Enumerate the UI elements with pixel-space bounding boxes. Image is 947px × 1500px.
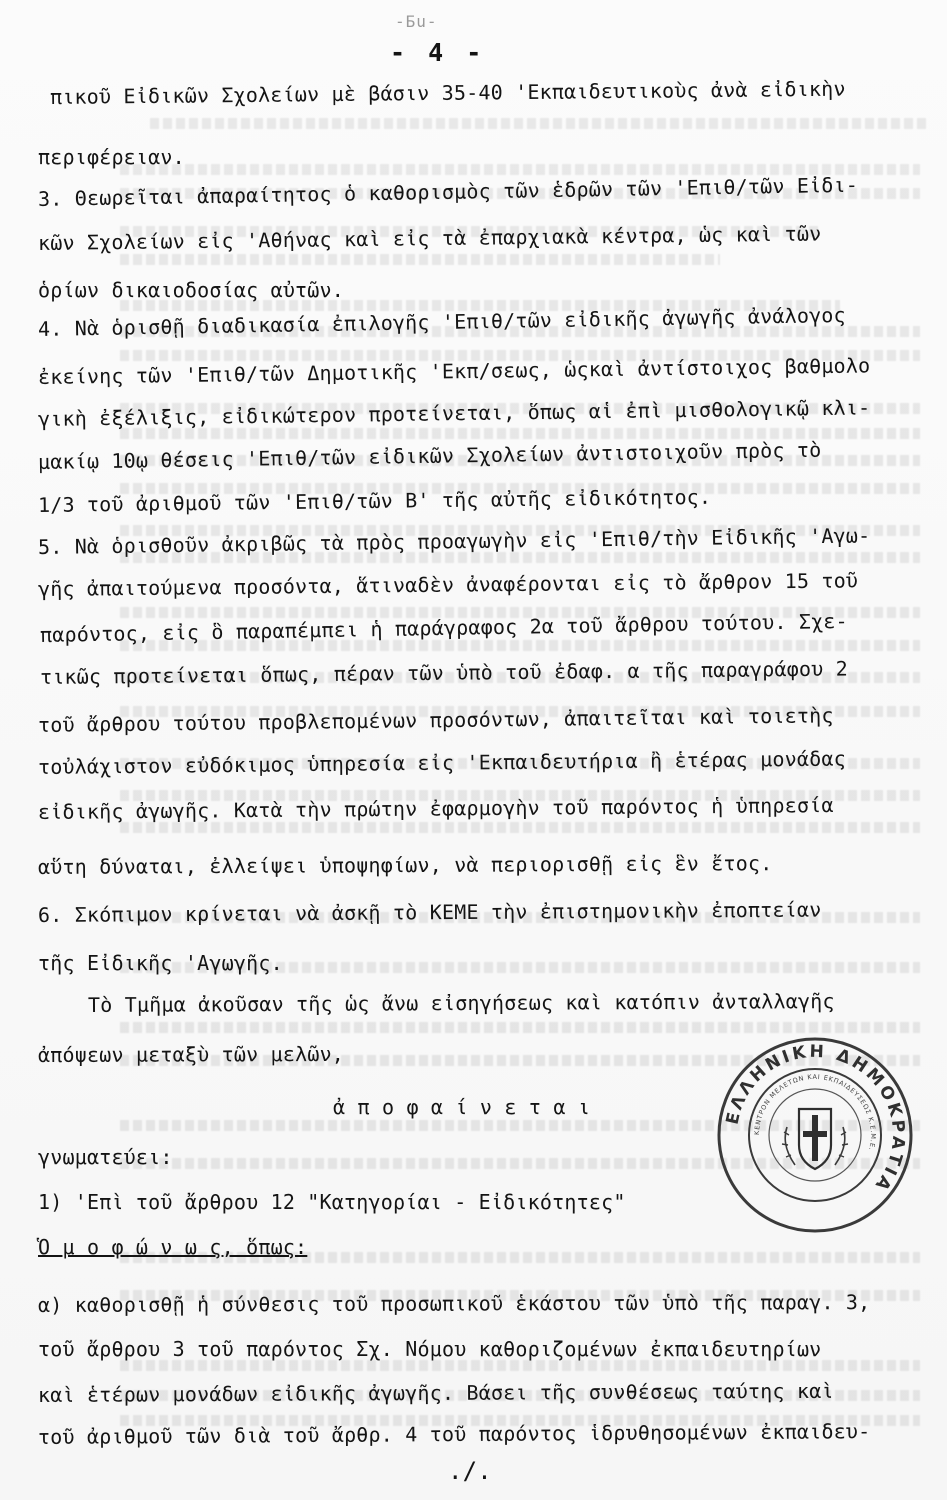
bleed-line [120, 1022, 920, 1033]
bleed-line [120, 254, 720, 265]
body-line: περιφέρειαν. [38, 145, 185, 169]
body-line: τῆς Εἰδικῆς 'Αγωγῆς. [38, 951, 283, 975]
body-line: Ὁ μ ο φ ώ ν ω ς, ὅπως: [38, 1235, 308, 1259]
body-line: καὶ ἑτέρων μονάδων εἰδικῆς ἀγωγῆς. Βάσει τῆς συνθέσεως ταύτης καὶ [37, 1378, 834, 1407]
body-line: κῶν Σχολείων εἰς 'Αθήνας καὶ εἰς τὰ ἐπαρχιακὰ κέντρα, ὡς καὶ τῶν [37, 221, 822, 255]
body-line: τοῦ ἀριθμοῦ τῶν διὰ τοῦ ἄρθρ. 4 τοῦ παρόντος ἱδρυθησομένων ἐκπαιδευ- [37, 1419, 871, 1449]
body-line: παρόντος, εἰς ὃ παραπέμπει ἡ παράγραφος 2α τοῦ ἄρθρου τούτου. Σχε- [39, 608, 849, 647]
seal-outer-text: ΕΛΛΗΝΙΚΗ ΔΗΜΟΚΡΑΤΙΑ [722, 1041, 909, 1197]
body-line: ἐκείνης τῶν 'Επιθ/τῶν Δημοτικῆς 'Εκπ/σεως, ὡςκαὶ ἀντίστοιχος βαθμολο [37, 353, 871, 389]
body-line: ἀπόψεων μεταξὺ τῶν μελῶν, [37, 1041, 345, 1067]
body-line: Τὸ Τμῆμα ἀκοῦσαν τῆς ὡς ἄνω εἰσηγήσεως καὶ κατόπιν ἀνταλλαγῆς [87, 989, 835, 1017]
bleed-line [120, 822, 920, 833]
body-line: πικοῦ Εἰδικῶν Σχολείων μὲ βάσιν 35-40 'Εκπαιδευτικοὺς ἀνὰ εἰδικὴν [49, 76, 846, 109]
bleed-line [120, 1360, 920, 1371]
body-line: αὕτη δύναται, ἐλλείψει ὑποψηφίων, νὰ περιορισθῇ εἰς ἓν ἔτος. [37, 851, 773, 879]
body-line: α) καθορισθῇ ἡ σύνθεσις τοῦ προσωπικοῦ ἑκάστου τῶν ὑπὸ τῆς παραγ. 3, [37, 1290, 871, 1317]
official-seal [715, 1035, 915, 1235]
body-line: 1/3 τοῦ ἀριθμοῦ τῶν 'Επιθ/τῶν Β' τῆς αὐτῆς εἰδικότητος. [37, 484, 712, 517]
body-line: 4. Νὰ ὁρισθῇ διαδικασία ἐπιλογῆς 'Επιθ/τῶν εἰδικῆς ἀγωγῆς ἀνάλογος [37, 302, 847, 341]
body-line: ἀ π ο φ α ί ν ε τ α ι [333, 1095, 591, 1119]
body-line: εἰδικῆς ἀγωγῆς. Κατὰ τὴν πρώτην ἐφαρμογὴν τοῦ παρόντος ἡ ὑπηρεσία [37, 793, 834, 824]
body-line: 3. Θεωρεῖται ἀπαραίτητος ὁ καθορισμὸς τῶν ἑδρῶν τῶν 'Επιθ/τῶν Εἰδι- [37, 172, 859, 211]
seal-inner-text: ΚΕΝΤΡΟΝ ΜΕΛΕΤΩΝ ΚΑΙ ΕΚΠΑΙΔΕΥΣΕΩΣ Κ.Ε.Μ.Ε. [752, 1072, 878, 1152]
body-line: τικῶς προτείνεται ὅπως, πέραν τῶν ὑπὸ τοῦ ἐδαφ. α τῆς παραγράφου 2 [39, 656, 849, 689]
body-line: ./. [448, 1457, 492, 1485]
body-line: 6. Σκόπιμον κρίνεται νὰ ἀσκῇ τὸ ΚΕΜΕ τὴν ἐπιστημονικὴν ἐποπτείαν [37, 897, 822, 927]
body-line: γνωματεύει: [38, 1145, 173, 1169]
coat-of-arms-icon [782, 1109, 848, 1169]
body-line: γῆς ἀπαιτούμενα προσόντα, ἅτιναδὲν ἀναφέρονται εἰς τὸ ἄρθρον 15 τοῦ [37, 568, 859, 601]
body-line: τοῦ ἄρθρου τούτου προβλεπομένων προσόντων, ἀπαιτεῖται καὶ τοιετὴς [37, 703, 834, 737]
body-line: τοὐλάχιστον εὐδόκιμος ὑπηρεσία εἰς 'Εκπαιδευτήρια ἢ ἑτέρας μονάδας [37, 746, 847, 779]
bleed-line [150, 118, 930, 129]
page-top-mark: -Бu- [395, 12, 438, 31]
page-number: - 4 - [390, 38, 486, 67]
seal-graphic [715, 1035, 915, 1235]
body-line: ὁρίων δικαιοδοσίας αὐτῶν. [38, 278, 345, 302]
body-line: 5. Νὰ ὁρισθοῦν ἀκριβῶς τὰ πρὸς προαγωγὴν εἰς 'Επιθ/τὴν Εἰδικῆς 'Αγω- [37, 523, 871, 559]
body-line: μακίῳ 10ῳ θέσεις 'Επιθ/τῶν εἰδικῶν Σχολείων ἀντιστοιχοῦν πρὸς τὸ [37, 437, 822, 474]
body-line: γικὴ ἐξέλιξις, εἰδικώτερον προτείνεται, ὅπως αἱ ἐπὶ μισθολογικῷ κλι- [37, 395, 871, 431]
body-line: 1) 'Επὶ τοῦ ἄρθρου 12 "Κατηγορίαι - Εἰδικότητες" [38, 1190, 626, 1214]
body-line: τοῦ ἄρθρου 3 τοῦ παρόντος Σχ. Νόμου καθοριζομένων ἐκπαιδευτηρίων [38, 1337, 822, 1361]
